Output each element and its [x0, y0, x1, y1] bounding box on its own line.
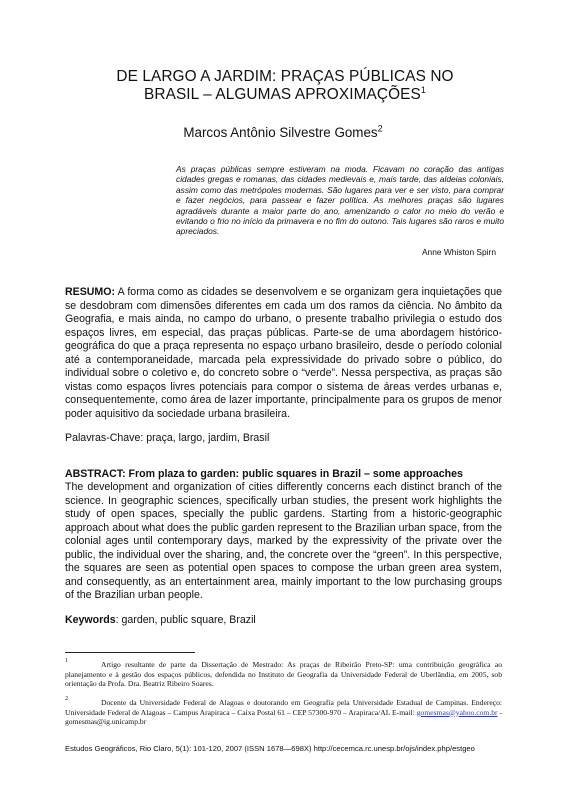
- resumo-text: A forma como as cidades se desenvolvem e se organizam gera inquietações que se desdobram com dimensões diferentes em cada um dos ramos da ciência. No âmbito da Geografia, e mais ainda, no campo do urbano, o presente trabalho privilegia o estudo dos espaços livres, em especial, das praças públicas. Parte-se de uma abordagem histórico-geográfica do que a praça representa no espaço urbano brasileiro, desde o período colonial até a contemporaneidade, marcada pela expressividade do privado sobre o público, do individual sobre o coletivo e, do concreto sobre o “verde”. Nessa perspectiva, as praças são vistas como espaços livres potenciais para compor o sistema de áreas verdes urbanas e, consequentemente, como área de lazer importante, principalmente para os grupos de menor poder aquisitivo da sociedade urbana brasileira.: [65, 286, 502, 420]
- resumo-label: RESUMO:: [65, 286, 116, 298]
- email-link[interactable]: gomesmas@yahoo.com.br: [416, 707, 498, 717]
- article-title: [70, 68, 500, 104]
- footnote-2: [65, 698, 502, 727]
- epigraph-quote: As praças públicas sempre estiveram na moda. Ficavam no coração das antigas cidades gregas e romanas, das cidades medievais e, mais tarde, das aldeias coloniais, assim como das metrópoles modernas. São lugares para ver e ser visto, para comprar e fazer negócios, para passear e fazer política. As melhores praças são lugares agradáveis durante a maior parte do ano, amenizando o calor no meio do verão e evitando o frio no início da primavera e no fim do outono. Tais lugares são raros e muito apreciados.: [176, 164, 504, 237]
- journal-footer: Estudos Geográficos, Rio Claro, 5(1): 101-120, 2007 (ISSN 1678—698X) http://cecemca.rc.unesp.br/ojs/index.php/estgeo: [65, 744, 475, 753]
- footnote-divider: [65, 652, 195, 653]
- footnote-2-number: 2: [65, 696, 68, 702]
- abstract-paragraph: The development and organization of cities differently concerns each distinct branch of the science. In geographic sciences, specifically urban studies, the present work highlights the study of open spaces, specially the public gardens. Starting from a historic-geographic approach about what does the public garden represent to the Brazilian urban space, from the colonial ages until contemporary days, marked by the expressivity of the private over the public, the individual over the sharing, and, the concrete over the “green”. In this perspective, the squares are seen as potential open spaces to compose the urban green area system, and consequently, as an entertainment area, mainly important to the low purchasing groups of the Brazilian urban people.: [65, 481, 502, 602]
- title-line-2: BRASIL – ALGUMAS APROXIMAÇÕES$^1$: [144, 84, 426, 103]
- author-footnote-mark[interactable]: 2: [377, 123, 383, 134]
- keywords-line: [65, 614, 502, 628]
- title-line-1: DE LARGO A JARDIM: PRAÇAS PÚBLICAS NO: [116, 68, 454, 85]
- palavras-chave: Palavras-Chave: praça, largo, jardim, Brasil: [65, 432, 270, 444]
- abstract-heading: ABSTRACT: From plaza to garden: public squares in Brazil – some approaches: [65, 468, 463, 480]
- footnote-1: [65, 660, 502, 689]
- footnote-2-email-secondary: - gomesmas@ig.unicamp.br: [65, 707, 502, 727]
- keywords-text: : garden, public square, Brazil: [115, 614, 256, 626]
- resumo-paragraph: [65, 286, 502, 421]
- keywords-label: Keywords: [65, 614, 116, 626]
- footnote-2-text: Docente da Universidade Federal de Alagoas e doutorando em Geografia pela Universidade Estadual de Campinas. Endereço: Universidade Federal de Alagoas – Campus Arapiraca – Caixa Postal 61 – CEP 57300-970 – Arapiraca/AL E-mail:: [65, 698, 502, 717]
- epigraph-attribution: Anne Whiston Spirn: [421, 247, 496, 257]
- footnote-1-number: 1: [65, 658, 68, 664]
- footnote-1-text: Artigo resultante de parte da Dissertação de Mestrado: As praças de Ribeirão Preto-SP: uma contribuição geográfica ao planejamento e à gestão dos espaços públicos, defendida no Instituto de Geografia da Universidade Federal de Uberlândia, em 2005, sob orientação da Profa. Dra. Beatriz Ribeiro Soares.: [65, 660, 502, 689]
- author-name: Marcos Antônio Silvestre Gomes$^2$: [183, 123, 383, 140]
- title-footnote-mark[interactable]: 1: [420, 84, 426, 95]
